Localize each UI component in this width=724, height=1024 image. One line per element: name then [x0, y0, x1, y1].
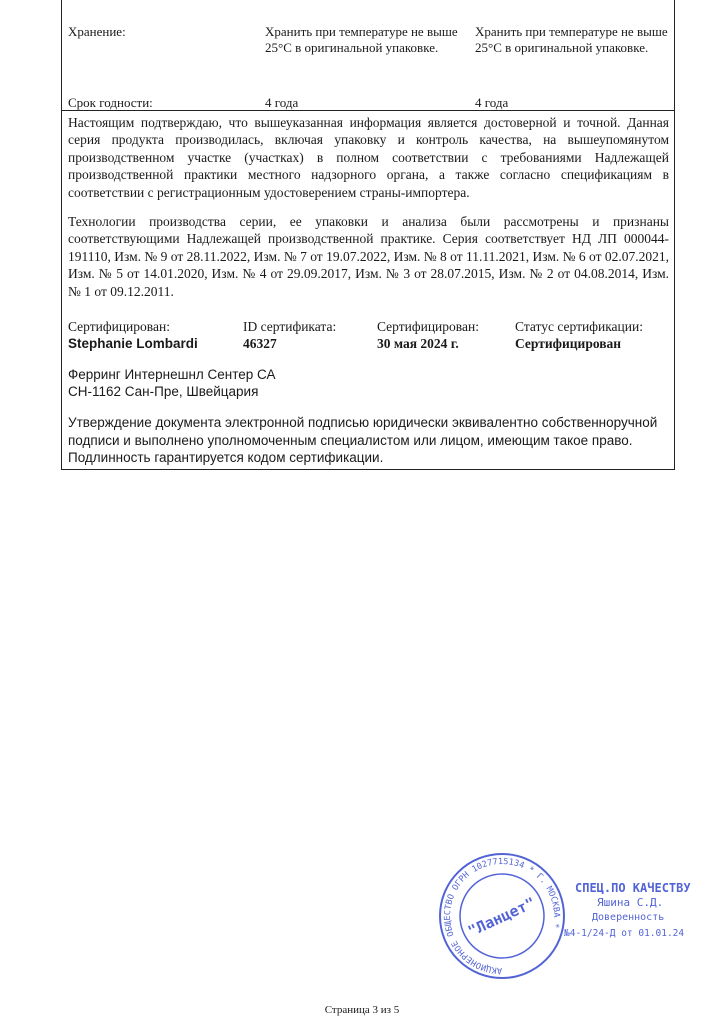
shelf-life-row — [62, 95, 674, 111]
gmp-paragraph: Технологии производства серии, ее упаковки и анализа были рассмотрены и признаны соответствующими Надлежащей производственной практике. Серия соответствует НД ЛП 000044-191110, Изм. № 9 от 28.11.2022, Изм. № 7 от 19.07.2022, Изм. № 8 от 11.11.2021, Изм. № 6 от 02.07.2021, Изм. № 5 от 14.01.2020, Изм. № 4 от 29.09.2017, Изм. № 3 от 28.07.2015, Изм. № 2 от 04.08.2014, Изм. № 1 от 09.12.2011. — [68, 214, 670, 299]
stamp-role: Доверенность — [592, 912, 665, 923]
confirmation-paragraph: Настоящим подтверждаю, что вышеуказанная информация является достоверной и точной. Данная серия продукта производилась, включая упаковку и контроль качества, на вышеупомянутом производственном участке (участках) в полном соответствии с требованиями Надлежащей производственной практики местного надзорного органа, а также согласно спецификациям в соответствии с регистрационным удостоверением страны-импортера. — [68, 115, 669, 200]
certified-date — [377, 318, 479, 352]
certificate-id-label: ID сертификата: — [243, 319, 337, 334]
quality-stamp — [432, 848, 712, 988]
address-line-1: Ферринг Интернешнл Сентер СА — [68, 367, 276, 382]
e-signature-note: Утверждение документа электронной подписью юридически эквивалентно собственноручной подписи и выполнено уполномоченным специалистом или лицом, имеющим такое право. Подлинность гарантируется кодом сертификации. — [68, 415, 658, 466]
certificate-id-value: 46327 — [243, 336, 277, 351]
certification-box — [61, 111, 675, 470]
certification-status-label: Статус сертификации: — [515, 319, 643, 334]
certification-status — [515, 318, 643, 352]
certified-by — [68, 318, 198, 352]
certified-by-label: Сертифицирован: — [68, 319, 170, 334]
certified-date-label: Сертифицирован: — [377, 319, 479, 334]
shelf-life-value-1: 4 года — [265, 95, 299, 110]
storage-label: Хранение: — [68, 24, 126, 39]
certified-date-value: 30 мая 2024 г. — [377, 336, 459, 351]
shelf-life-label: Срок годности: — [68, 95, 153, 110]
storage-row — [62, 0, 674, 95]
certified-by-value: Stephanie Lombardi — [68, 336, 198, 351]
address-line-2: CH-1162 Сан-Пре, Швейцария — [68, 384, 259, 400]
shelf-life-value-2: 4 года — [475, 95, 509, 110]
storage-value-2: Хранить при температуре не выше 25°С в оригинальной упаковке. — [475, 24, 668, 55]
stamp-name: Яшина С.Д. — [597, 896, 664, 909]
page-number: Страница 3 из 5 — [324, 1004, 400, 1016]
storage-value-1: Хранить при температуре не выше 25°С в оригинальной упаковке. — [265, 24, 458, 55]
stamp-ring-text: АКЦИОНЕРНОЕ ОБЩЕСТВО ОГРН 1027715134 * Г. МОСКВА * — [442, 856, 562, 976]
manufacturer-address — [68, 366, 276, 401]
certification-status-value: Сертифицирован — [515, 336, 622, 351]
stamp-center-text: "Ланцет" — [465, 893, 539, 941]
stamp-title: СПЕЦ.ПО КАЧЕСТВУ — [575, 881, 691, 895]
product-table — [61, 0, 675, 111]
stamp-ref: №4-1/24-Д от 01.01.24 — [564, 928, 685, 939]
certificate-id — [243, 318, 336, 352]
